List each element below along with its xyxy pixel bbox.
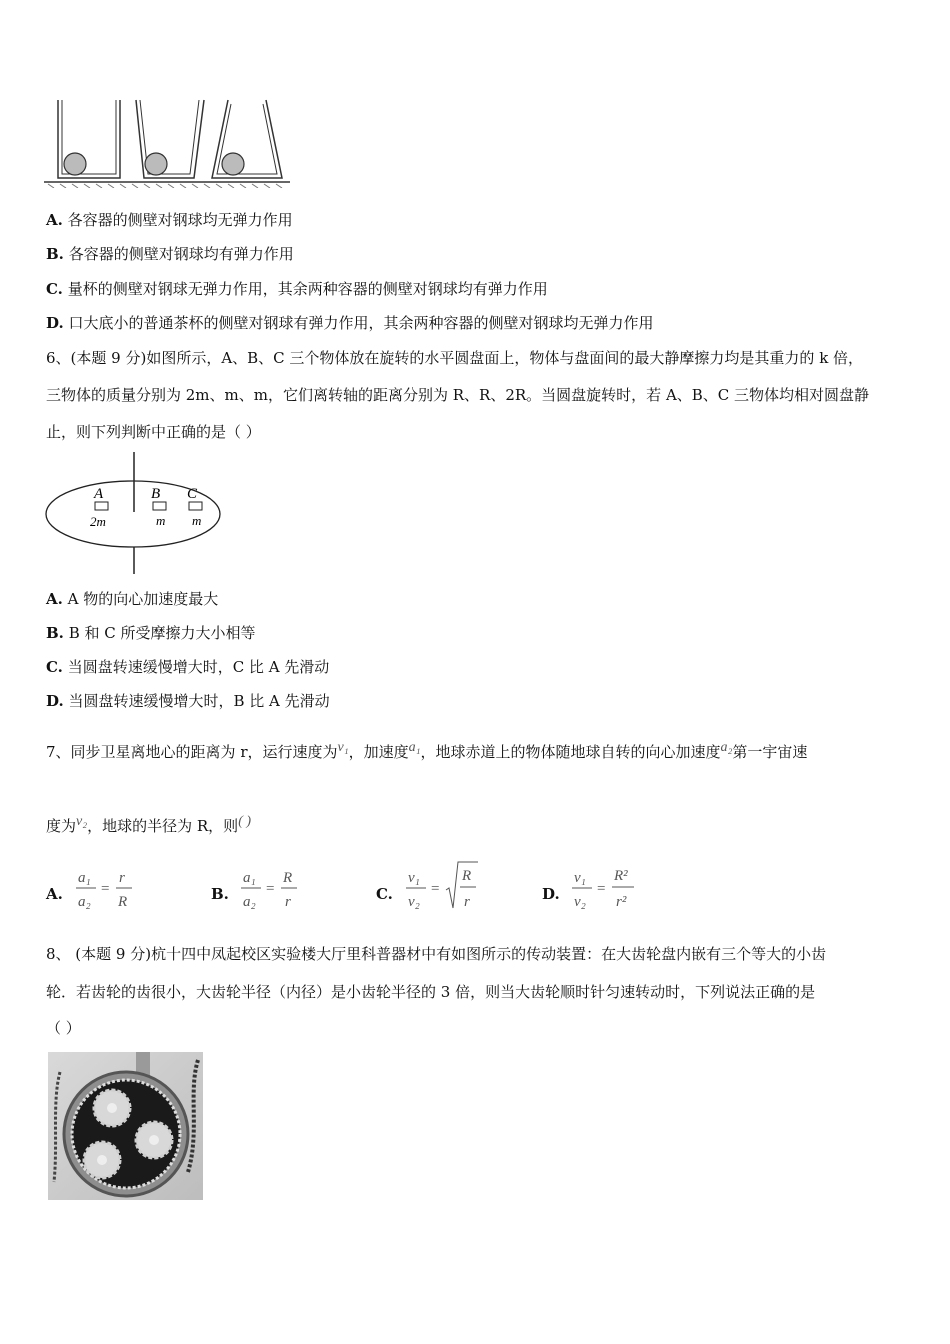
option-label: A. <box>46 211 63 229</box>
q7-option-d-formula[interactable] <box>570 860 646 914</box>
svg-text:=: = <box>431 881 440 897</box>
option-text: 当圆盘转速缓慢增大时，C 比 A 先滑动 <box>67 658 330 676</box>
q7-stem-line-1 <box>46 738 807 762</box>
q5-option-c[interactable] <box>46 279 548 299</box>
svg-text:=: = <box>101 881 110 897</box>
answer-paren: ( ) <box>238 814 252 829</box>
option-text: B 和 C 所受摩擦力大小相等 <box>68 624 256 642</box>
option-label: C. <box>46 658 63 676</box>
mass-c: m <box>192 513 202 528</box>
option-label: A. <box>46 590 63 608</box>
den2: r <box>285 894 291 910</box>
den1: v₂ <box>574 894 586 910</box>
num2: R <box>462 868 472 884</box>
label-b: B <box>151 486 161 502</box>
containers-figure <box>44 96 294 188</box>
q7-option-c-label[interactable]: C. <box>376 885 393 903</box>
option-label: C. <box>46 280 63 298</box>
formula-b-svg <box>239 862 309 914</box>
svg-text:=: = <box>597 881 606 897</box>
num1: a₁ <box>243 870 256 886</box>
symbol-a1: a₁ <box>408 740 421 755</box>
num2: R² <box>614 868 628 884</box>
gear-photo <box>48 1052 203 1200</box>
q7-option-b-formula[interactable] <box>239 862 309 914</box>
q7-text-2: ，加速度 <box>348 743 409 761</box>
formula-d-svg <box>570 860 646 914</box>
q6-option-d[interactable] <box>46 691 330 711</box>
option-text: 各容器的侧壁对钢球均无弹力作用 <box>67 211 293 229</box>
q7-option-d-label[interactable]: D. <box>542 885 560 903</box>
q7-option-a-label[interactable]: A. <box>46 885 63 903</box>
formula-c-svg <box>404 860 484 914</box>
q6-stem-line-1: 6、(本题 9 分)如图所示，A、B、C 三个物体放在旋转的水平圆盘面上，物体与盘面间的最大静摩擦力均是其重力的 k 倍， <box>46 349 864 367</box>
den1: v₂ <box>408 894 420 910</box>
q7-option-c-formula[interactable] <box>404 860 484 914</box>
q7-text-6: ，地球的半径为 R，则 <box>87 817 239 835</box>
num1: a₁ <box>78 870 91 886</box>
q6-stem-line-3: 止，则下列判断中正确的是（ ） <box>46 423 261 441</box>
formula-a-svg <box>74 862 144 914</box>
symbol-a2: a₂ <box>720 740 733 755</box>
q8-stem-line-1: 8、 (本题 9 分)杭十四中凤起校区实验楼大厅里科普器材中有如图所示的传动装置：在大齿轮盘内嵌有三个等大的小齿 <box>46 945 827 963</box>
q7-stem-line-2 <box>46 812 251 836</box>
q7-option-b-label[interactable]: B. <box>211 885 229 903</box>
option-label: B. <box>46 245 64 263</box>
q7-text-4: 第一宇宙速 <box>732 743 808 761</box>
option-label: B. <box>46 624 64 642</box>
q5-option-b[interactable] <box>46 244 294 264</box>
den2: r <box>464 894 470 910</box>
den2: R <box>118 894 128 910</box>
svg-text:=: = <box>266 881 275 897</box>
q7-text-1: 7、同步卫星离地心的距离为 r，运行速度为 <box>46 743 338 761</box>
q6-stem-line-2: 三物体的质量分别为 2m、m、m，它们离转轴的距离分别为 R、R、2R。当圆盘旋转时，若 A、B、C 三物体均相对圆盘静 <box>46 386 870 404</box>
symbol-v1: v₁ <box>337 740 349 755</box>
num2: R <box>283 870 293 886</box>
q6-option-c[interactable] <box>46 657 329 677</box>
q7-option-a-formula[interactable] <box>74 862 144 914</box>
mass-b: m <box>156 513 166 528</box>
q7-text-3: ，地球赤道上的物体随地球自转的向心加速度 <box>420 743 721 761</box>
mass-a: 2m <box>90 514 106 529</box>
q5-option-d[interactable] <box>46 313 654 333</box>
option-label: D. <box>46 692 64 710</box>
option-text: A 物的向心加速度最大 <box>67 590 219 608</box>
q5-option-a[interactable] <box>46 210 293 230</box>
den1: a₂ <box>78 894 91 910</box>
option-text: 各容器的侧壁对钢球均有弹力作用 <box>68 245 294 263</box>
option-text: 量杯的侧壁对钢球无弹力作用，其余两种容器的侧壁对钢球均有弹力作用 <box>67 280 548 298</box>
option-text: 口大底小的普通茶杯的侧壁对钢球有弹力作用，其余两种容器的侧壁对钢球均无弹力作用 <box>68 314 654 332</box>
rotating-disc-figure <box>44 452 224 576</box>
label-c: C <box>187 486 198 502</box>
q6-option-a[interactable] <box>46 589 218 609</box>
q6-option-b[interactable] <box>46 623 256 643</box>
den1: a₂ <box>243 894 256 910</box>
num2: r <box>119 870 125 886</box>
q8-stem-line-2: 轮．若齿轮的齿很小，大齿轮半径（内径）是小齿轮半径的 3 倍，则当大齿轮顺时针匀速转动时，下列说法正确的是 <box>46 983 816 1001</box>
q8-stem-line-3: （ ） <box>46 1019 81 1037</box>
num1: v₁ <box>574 870 586 886</box>
q7-text-5: 度为 <box>46 817 77 835</box>
symbol-v2: v₂ <box>76 814 88 829</box>
label-a: A <box>94 486 104 502</box>
num1: v₁ <box>408 870 420 886</box>
option-label: D. <box>46 314 64 332</box>
den2: r² <box>616 894 627 910</box>
option-text: 当圆盘转速缓慢增大时，B 比 A 先滑动 <box>68 692 330 710</box>
